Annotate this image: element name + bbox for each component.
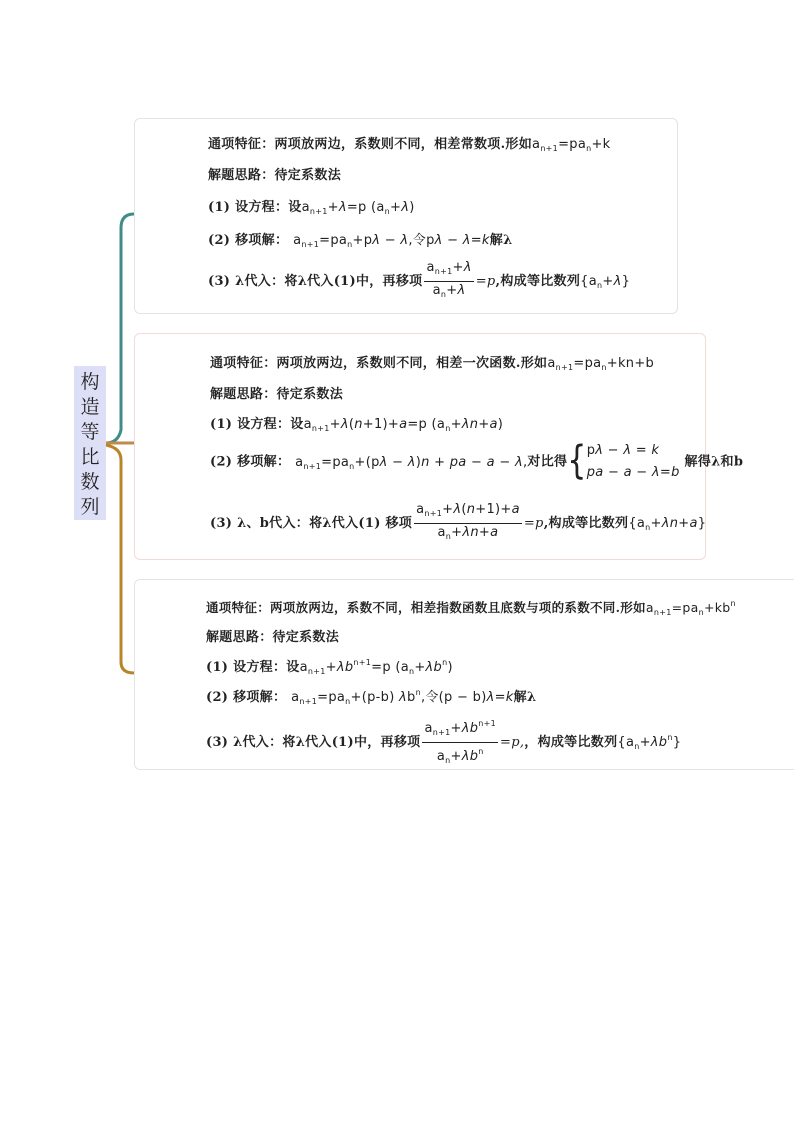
model-3-step2: (2) 移项解： $a_{n+1}=pa_n+(p-b)$ $\lambda b^n$,令(p − b)λ=k解λ (206, 688, 537, 706)
model-1-step2: (2) 移项解： $a_{n+1}=pa_n+p\lambda - \lambda$,令pλ − λ=k解λ (208, 233, 513, 249)
model-2-idea: 解题思路：待定系数法 (210, 387, 344, 402)
model-1-idea: 解题思路：待定系数法 (208, 168, 342, 183)
model-3-step1: (1) 设方程：设$a_{n+1}+\lambda b^{n+1}=p$ $(a_n+\lambda b^n)$ (206, 658, 453, 676)
model-2-feature: 通项特征：两项放两边，系数则不同，相差一次函数.形如$a_{n+1}=pa_n+kn+b$ (210, 356, 655, 372)
root-node: 构 造 等 比 数 列 (74, 366, 106, 520)
model-3-feature: 通项特征：两项放两边，系数不同，相差指数函数且底数与项的系数不同.形如$a_{n+1}=pa_n+kb^n$ (206, 599, 736, 617)
model-3-step3: (3) λ代入：将λ代入(1)中，再移项 $\frac{a_{n+1}+\lambda b^{n+1}}{a_n+\lambda b^n}$ =p,，构成等比数列$\{a_n+\lambda b^n\}$ (206, 716, 681, 769)
model-2-step1: (1) 设方程：设$a_{n+1}+\lambda(n+1)+a=p$ $(a_n+\lambda n+a)$ (210, 417, 504, 433)
model-2-step3: (3) λ、b代入：将λ代入(1) 移项 $\frac{a_{n+1}+\lambda(n+1)+a}{a_n+\lambda n+a}$ =p,构成等比数列$\{a_n+\lambda n+a\}$ (210, 502, 707, 541)
model-1-feature: 通项特征：两项放两边，系数则不同，相差常数项.形如$a_{n+1}=pa_n+k$ (208, 137, 611, 153)
model-3-idea: 解题思路：待定系数法 (206, 630, 340, 645)
model-1-step3: (3) λ代入：将λ代入(1)中，再移项 $\frac{a_{n+1}+\lambda}{a_n+\lambda}$ =p,构成等比数列$\{a_n+\lambda\}$ (208, 260, 631, 299)
model-2-step2: (2) 移项解： $a_{n+1}=pa_n+(p\lambda - \lambda)n$ + pa − a − λ,对比得{ pλ − λ = k pa − a − λ=b 解得λ和b (210, 438, 744, 485)
model-1-step1: (1) 设方程：设$a_{n+1}+\lambda=p$ $(a_n+\lambda)$ (208, 200, 415, 216)
